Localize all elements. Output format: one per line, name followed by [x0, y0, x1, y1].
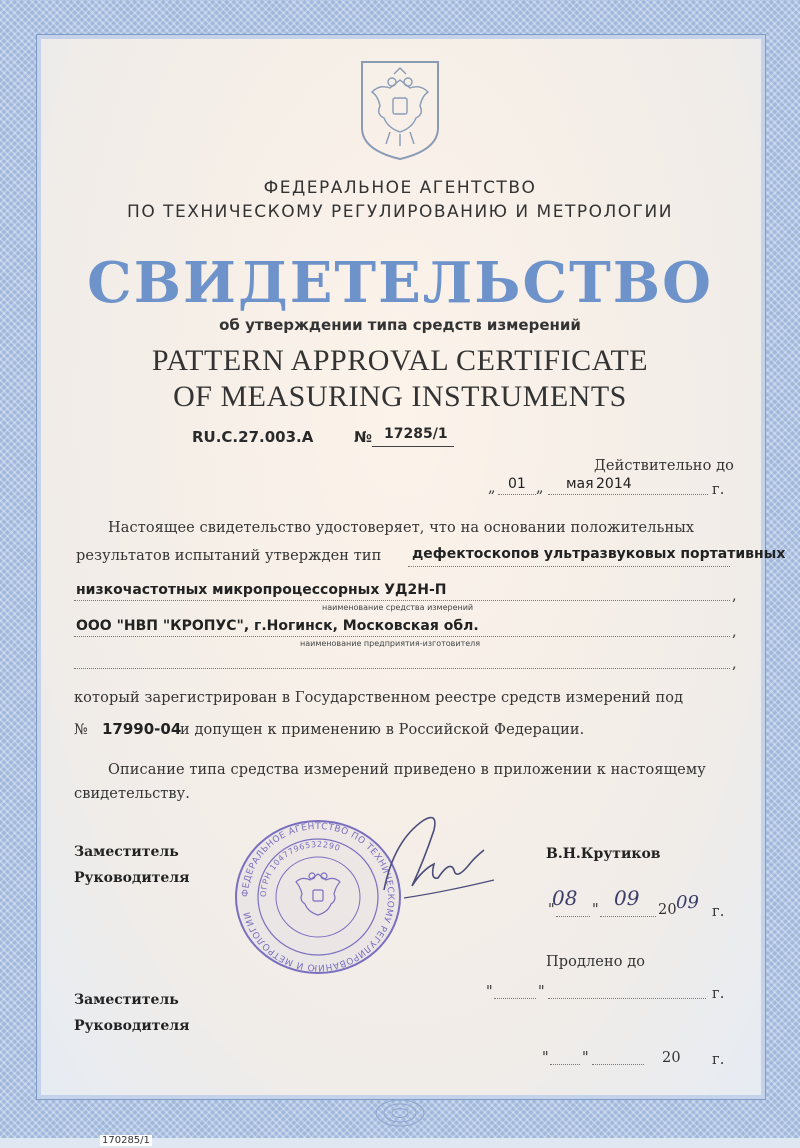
ext2-date-close-quote: " — [582, 1050, 589, 1066]
valid-month: мая — [566, 476, 594, 492]
english-title-line2: OF MEASURING INSTRUMENTS — [173, 380, 627, 413]
paragraph-description-line2: свидетельству. — [74, 786, 191, 802]
ext-year-suffix: г. — [712, 986, 725, 1002]
valid-year: 2014 — [596, 476, 632, 492]
ext2-date-open-quote: " — [542, 1050, 549, 1066]
deputy-title-line2: Руководителя — [74, 870, 190, 886]
instrument-caption: наименование средства измерений — [322, 603, 474, 612]
certificate-code: RU.C.27.003.A — [192, 428, 314, 446]
document-subtitle: об утверждении типа средств измерений — [219, 316, 581, 334]
number-sign: № — [354, 428, 373, 446]
paragraph-intro-line1: Настоящее свидетельство удостоверяет, что на основании положительных — [108, 520, 695, 536]
manufacturer-caption: наименование предприятия-изготовителя — [300, 639, 481, 648]
ext-date-close-quote: " — [538, 984, 545, 1000]
deputy-title-line1: Заместитель — [74, 844, 179, 860]
footer-serial: 170285/1 — [102, 1135, 150, 1146]
ext-month-dots — [548, 998, 706, 999]
sign-day-dots — [556, 916, 590, 917]
paragraph-description-line1: Описание типа средства измерений приведено в приложении к настоящему — [108, 762, 706, 778]
registered-text: который зарегистрирован в Государственном реестре средств измерений под — [74, 690, 684, 706]
signer-name: В.Н.Крутиков — [546, 846, 661, 862]
agency-name-line1: ФЕДЕРАЛЬНОЕ АГЕНТСТВО — [263, 178, 537, 198]
registry-tail-text: и допущен к применению в Российской Федерации. — [180, 722, 585, 738]
svg-text:ОГРН 1047796532290: ОГРН 1047796532290 — [258, 839, 342, 898]
extended-until-label: Продлено до — [546, 954, 646, 970]
sign-month-dots — [600, 916, 656, 917]
ext2-day-dots — [550, 1064, 580, 1065]
sign-year-handwritten: 09 — [676, 892, 699, 913]
sign-year-prefix: 20 — [658, 902, 677, 918]
handwritten-signature-icon — [364, 800, 514, 910]
manufacturer-name: ООО "НВП "КРОПУС", г.Ногинск, Московская обл. — [76, 618, 479, 634]
valid-day-open-quote: „ — [488, 480, 496, 496]
document-title: СВИДЕТЕЛЬСТВО — [87, 250, 713, 316]
coat-of-arms-icon — [358, 58, 442, 162]
valid-year-suffix: г. — [712, 482, 725, 498]
ext2-month-dots — [592, 1064, 644, 1065]
sign-month-handwritten: 09 — [614, 886, 640, 910]
instrument-comma: , — [732, 588, 737, 604]
deputy2-title-line2: Руководителя — [74, 1018, 190, 1034]
agency-name-line2: ПО ТЕХНИЧЕСКОМУ РЕГУЛИРОВАНИЮ И МЕТРОЛОГИИ — [127, 202, 673, 222]
extra-line-comma: , — [732, 656, 737, 672]
certificate-number: 17285/1 — [384, 426, 448, 442]
manufacturer-dots — [74, 636, 730, 637]
instrument-line2-dots — [74, 600, 730, 601]
valid-day: 01 — [508, 476, 526, 492]
rosette-ornament-icon — [374, 1098, 426, 1128]
sign-year-suffix: г. — [712, 904, 725, 920]
sign-date-open-quote: " — [548, 902, 555, 918]
reg-number-sign: № — [74, 722, 88, 738]
manufacturer-comma: , — [732, 624, 737, 640]
sign-day-handwritten: 08 — [552, 886, 578, 910]
registry-number: 17990-04 — [102, 720, 182, 738]
instrument-name-line2: низкочастотных микропроцессорных УД2Н-П — [76, 582, 447, 598]
ext-date-open-quote: " — [486, 984, 493, 1000]
ext2-year-suffix: г. — [712, 1052, 725, 1068]
valid-until-label: Действительно до — [594, 458, 734, 474]
sign-date-close-quote: " — [592, 902, 599, 918]
valid-day-close-quote: „ — [536, 480, 544, 496]
svg-text:ФЕДЕРАЛЬНОЕ АГЕНТСТВО ПО ТЕХНИ: ФЕДЕРАЛЬНОЕ АГЕНТСТВО ПО ТЕХНИЧЕСКОМУ РЕГУЛИРОВАНИЮ И МЕТРОЛОГИИ — [240, 821, 396, 973]
paragraph-intro-line2: результатов испытаний утвержден тип — [76, 548, 382, 564]
extra-line-dots — [74, 668, 730, 669]
instrument-line1-dots — [408, 566, 730, 567]
number-underline — [372, 446, 454, 447]
instrument-name-line1: дефектоскопов ультразвуковых портативных — [412, 546, 786, 562]
english-title-line1: PATTERN APPROVAL CERTIFICATE — [151, 344, 649, 377]
valid-date-dots — [548, 494, 708, 495]
valid-day-dots — [498, 494, 536, 495]
ext-day-dots — [494, 998, 536, 999]
ext2-year-prefix: 20 — [662, 1050, 681, 1066]
deputy2-title-line1: Заместитель — [74, 992, 179, 1008]
